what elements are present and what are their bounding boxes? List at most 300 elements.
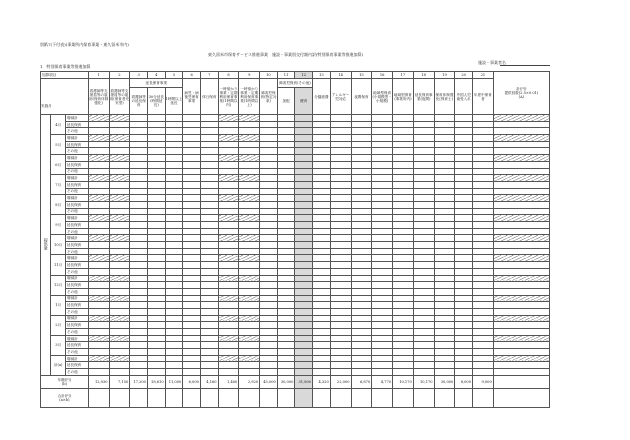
data-cell xyxy=(413,288,434,295)
data-cell xyxy=(277,335,295,342)
month-label: 11月 xyxy=(51,255,66,275)
data-cell xyxy=(130,168,148,175)
data-cell xyxy=(372,268,393,275)
data-cell xyxy=(88,302,109,309)
data-cell xyxy=(413,355,434,362)
data-cell xyxy=(330,175,351,182)
data-cell xyxy=(351,275,372,282)
month-label: 6月 xyxy=(51,155,66,175)
data-cell xyxy=(260,288,278,295)
month-row xyxy=(41,135,550,142)
data-cell xyxy=(109,295,130,302)
data-cell xyxy=(393,235,414,242)
data-cell xyxy=(413,175,434,182)
data-cell xyxy=(372,195,393,202)
data-cell xyxy=(330,228,351,235)
data-cell xyxy=(413,161,434,168)
data-cell xyxy=(130,322,148,329)
data-cell xyxy=(239,275,260,282)
data-cell xyxy=(88,135,109,142)
annual-value: 7,150 xyxy=(109,375,130,388)
data-cell xyxy=(455,315,473,322)
data-cell xyxy=(239,262,260,269)
data-cell xyxy=(239,175,260,182)
data-cell xyxy=(434,175,455,182)
total-cell xyxy=(493,135,549,142)
data-cell xyxy=(455,335,473,342)
row-type: 延長保育 xyxy=(65,302,88,309)
row-type: その他 xyxy=(65,329,88,336)
data-cell xyxy=(260,161,278,168)
data-cell xyxy=(88,329,109,336)
data-cell xyxy=(472,141,493,148)
total-cell xyxy=(493,115,549,122)
data-cell xyxy=(295,362,313,369)
data-cell xyxy=(277,262,295,269)
data-cell xyxy=(165,295,183,302)
data-cell xyxy=(200,295,218,302)
data-cell xyxy=(393,248,414,255)
data-cell xyxy=(239,248,260,255)
data-cell xyxy=(183,128,201,135)
data-cell xyxy=(472,268,493,275)
data-cell xyxy=(260,228,278,235)
data-cell xyxy=(393,335,414,342)
data-cell xyxy=(88,268,109,275)
data-cell xyxy=(372,128,393,135)
data-cell xyxy=(472,148,493,155)
data-cell xyxy=(183,262,201,269)
data-cell xyxy=(413,242,434,249)
annual-value: 18,610 xyxy=(147,375,165,388)
data-cell xyxy=(393,148,414,155)
row-type: 増減計 xyxy=(65,275,88,282)
data-cell xyxy=(147,181,165,188)
column-number: 9 xyxy=(239,72,260,79)
total-cell xyxy=(493,148,549,155)
data-cell xyxy=(330,155,351,162)
data-cell xyxy=(218,262,239,269)
data-cell xyxy=(455,161,473,168)
data-cell xyxy=(109,141,130,148)
data-cell xyxy=(455,115,473,122)
data-cell xyxy=(455,195,473,202)
data-cell xyxy=(413,268,434,275)
data-cell xyxy=(165,155,183,162)
data-cell xyxy=(472,135,493,142)
data-cell xyxy=(260,208,278,215)
data-cell xyxy=(183,248,201,255)
data-cell xyxy=(472,255,493,262)
data-cell xyxy=(88,369,109,376)
total-cell xyxy=(493,121,549,128)
data-cell xyxy=(351,175,372,182)
data-cell xyxy=(434,362,455,369)
data-cell xyxy=(260,168,278,175)
data-cell xyxy=(200,121,218,128)
data-cell xyxy=(393,208,414,215)
data-cell xyxy=(183,362,201,369)
data-cell xyxy=(295,201,313,208)
data-cell xyxy=(393,362,414,369)
data-cell xyxy=(455,168,473,175)
month-row xyxy=(41,248,550,255)
data-cell xyxy=(372,228,393,235)
month-row xyxy=(41,362,550,369)
data-cell xyxy=(393,302,414,309)
data-cell xyxy=(260,369,278,376)
data-cell xyxy=(165,282,183,289)
annual-row xyxy=(41,375,550,388)
data-cell xyxy=(260,308,278,315)
data-cell xyxy=(183,349,201,356)
data-cell xyxy=(147,275,165,282)
column-number: 17 xyxy=(393,72,414,79)
data-cell xyxy=(165,168,183,175)
annual-value: 30,000 xyxy=(277,375,295,388)
data-cell xyxy=(434,275,455,282)
data-cell xyxy=(147,188,165,195)
month-row xyxy=(41,308,550,315)
annual-value: 4,160 xyxy=(200,375,218,388)
month-row xyxy=(41,329,550,336)
row-type: その他 xyxy=(65,228,88,235)
data-cell xyxy=(277,235,295,242)
data-cell xyxy=(277,175,295,182)
data-cell xyxy=(218,248,239,255)
data-cell xyxy=(130,141,148,148)
data-cell xyxy=(277,188,295,195)
data-cell xyxy=(372,369,393,376)
data-cell xyxy=(239,288,260,295)
data-cell xyxy=(218,181,239,188)
row-type: 増減計 xyxy=(65,155,88,162)
data-cell xyxy=(413,222,434,229)
data-cell xyxy=(351,315,372,322)
total-cell xyxy=(493,201,549,208)
column-header: 病児・病後児保育事業 xyxy=(183,79,201,115)
row-type: 延長保育 xyxy=(65,262,88,269)
data-cell xyxy=(295,349,313,356)
data-cell xyxy=(200,349,218,356)
data-cell xyxy=(130,228,148,235)
data-cell xyxy=(183,295,201,302)
data-cell xyxy=(183,268,201,275)
header-number-row xyxy=(41,72,550,79)
data-cell xyxy=(330,369,351,376)
data-cell xyxy=(295,268,313,275)
data-cell xyxy=(109,322,130,329)
header-group-row xyxy=(41,79,550,88)
data-cell xyxy=(330,201,351,208)
data-cell xyxy=(200,275,218,282)
data-cell xyxy=(109,288,130,295)
data-cell xyxy=(330,288,351,295)
total-cell xyxy=(493,295,549,302)
column-number: 5 xyxy=(165,72,183,79)
data-cell xyxy=(239,188,260,195)
sum-cell xyxy=(147,388,165,407)
data-cell xyxy=(130,175,148,182)
data-cell xyxy=(88,349,109,356)
data-cell xyxy=(183,175,201,182)
data-cell xyxy=(277,215,295,222)
data-cell xyxy=(295,282,313,289)
data-cell xyxy=(239,155,260,162)
data-cell xyxy=(393,349,414,356)
sum-cell xyxy=(200,388,218,407)
data-cell xyxy=(165,349,183,356)
data-cell xyxy=(413,201,434,208)
data-cell xyxy=(130,282,148,289)
data-cell xyxy=(393,268,414,275)
data-cell xyxy=(372,215,393,222)
data-cell xyxy=(260,248,278,255)
data-cell xyxy=(330,121,351,128)
data-cell xyxy=(109,215,130,222)
row-type: その他 xyxy=(65,128,88,135)
month-row xyxy=(41,201,550,208)
data-cell xyxy=(472,155,493,162)
annual-value: 1,400 xyxy=(218,375,239,388)
month-row xyxy=(41,181,550,188)
data-cell xyxy=(88,322,109,329)
data-cell xyxy=(313,262,331,269)
data-cell xyxy=(351,121,372,128)
month-row xyxy=(41,369,550,376)
month-label: 8月 xyxy=(51,195,66,215)
data-cell xyxy=(295,195,313,202)
data-cell xyxy=(260,355,278,362)
data-cell xyxy=(260,302,278,309)
data-cell xyxy=(239,228,260,235)
month-row xyxy=(41,322,550,329)
data-cell xyxy=(434,168,455,175)
data-cell xyxy=(393,262,414,269)
row-type: 増減計 xyxy=(65,355,88,362)
data-cell xyxy=(455,275,473,282)
data-cell xyxy=(218,369,239,376)
column-number: 2 xyxy=(109,72,130,79)
month-row xyxy=(41,242,550,249)
data-cell xyxy=(130,248,148,255)
data-cell xyxy=(147,288,165,295)
sum-cell xyxy=(109,388,130,407)
month-row xyxy=(41,161,550,168)
row-type: 増減計 xyxy=(65,315,88,322)
data-cell xyxy=(147,135,165,142)
data-cell xyxy=(434,135,455,142)
total-cell xyxy=(493,128,549,135)
row-type: 延長保育 xyxy=(65,362,88,369)
data-cell xyxy=(183,222,201,229)
data-cell xyxy=(260,362,278,369)
data-cell xyxy=(147,268,165,275)
annual-value: 6,000 xyxy=(183,375,201,388)
data-cell xyxy=(372,255,393,262)
data-cell xyxy=(295,315,313,322)
total-cell xyxy=(493,215,549,222)
data-cell xyxy=(413,308,434,315)
row-type: 延長保育 xyxy=(65,121,88,128)
data-cell xyxy=(277,121,295,128)
data-cell xyxy=(165,208,183,215)
total-cell xyxy=(493,282,549,289)
data-cell xyxy=(393,175,414,182)
data-cell xyxy=(413,228,434,235)
data-cell xyxy=(183,329,201,336)
row-type: その他 xyxy=(65,208,88,215)
annual-value: 30,000 xyxy=(434,375,455,388)
data-cell xyxy=(277,349,295,356)
data-cell xyxy=(295,135,313,142)
data-cell xyxy=(313,208,331,215)
data-cell xyxy=(295,355,313,362)
data-cell xyxy=(147,161,165,168)
data-cell xyxy=(372,248,393,255)
data-cell xyxy=(183,282,201,289)
data-cell xyxy=(200,308,218,315)
data-cell xyxy=(183,208,201,215)
data-cell xyxy=(455,235,473,242)
data-cell xyxy=(130,161,148,168)
data-cell xyxy=(260,235,278,242)
data-cell xyxy=(393,315,414,322)
month-row xyxy=(41,355,550,362)
data-cell xyxy=(88,121,109,128)
data-cell xyxy=(413,115,434,122)
data-cell xyxy=(295,308,313,315)
data-cell xyxy=(313,161,331,168)
data-cell xyxy=(218,335,239,342)
data-cell xyxy=(277,168,295,175)
data-cell xyxy=(277,268,295,275)
data-cell xyxy=(413,208,434,215)
data-cell xyxy=(147,342,165,349)
row-type: その他 xyxy=(65,349,88,356)
data-cell xyxy=(413,135,434,142)
data-cell xyxy=(351,288,372,295)
data-cell xyxy=(109,335,130,342)
data-cell xyxy=(218,302,239,309)
data-cell xyxy=(200,175,218,182)
month-row xyxy=(41,208,550,215)
column-number: 1 xyxy=(88,72,109,79)
data-cell xyxy=(472,181,493,188)
data-cell xyxy=(330,148,351,155)
data-cell xyxy=(260,148,278,155)
data-cell xyxy=(472,222,493,229)
total-cell xyxy=(493,349,549,356)
data-cell xyxy=(330,181,351,188)
data-cell xyxy=(434,181,455,188)
data-cell xyxy=(413,329,434,336)
data-cell xyxy=(372,168,393,175)
data-cell xyxy=(277,201,295,208)
row-type: その他 xyxy=(65,288,88,295)
data-cell xyxy=(88,242,109,249)
data-cell xyxy=(351,342,372,349)
data-cell xyxy=(434,222,455,229)
data-cell xyxy=(413,342,434,349)
data-cell xyxy=(330,335,351,342)
data-cell xyxy=(295,235,313,242)
data-cell xyxy=(109,329,130,336)
data-cell xyxy=(393,242,414,249)
data-cell xyxy=(313,188,331,195)
data-cell xyxy=(413,262,434,269)
data-cell xyxy=(200,188,218,195)
month-label: 10月 xyxy=(51,235,66,255)
data-cell xyxy=(183,161,201,168)
column-header: 看護師等の延長保育 xyxy=(130,88,148,115)
data-cell xyxy=(472,308,493,315)
annual-value: 10,170 xyxy=(413,375,434,388)
data-cell xyxy=(393,115,414,122)
sum-cell xyxy=(472,388,493,407)
total-cell xyxy=(493,155,549,162)
sum-cell xyxy=(434,388,455,407)
total-cell xyxy=(493,181,549,188)
data-cell xyxy=(313,275,331,282)
data-cell xyxy=(109,349,130,356)
data-cell xyxy=(413,168,434,175)
data-cell xyxy=(277,369,295,376)
data-cell xyxy=(88,115,109,122)
data-cell xyxy=(183,201,201,208)
data-cell xyxy=(372,308,393,315)
data-cell xyxy=(295,288,313,295)
data-cell xyxy=(313,315,331,322)
data-cell xyxy=(147,255,165,262)
data-cell xyxy=(239,302,260,309)
data-cell xyxy=(165,181,183,188)
data-cell xyxy=(372,148,393,155)
sum-cell xyxy=(313,388,331,407)
data-cell xyxy=(239,148,260,155)
data-cell xyxy=(295,369,313,376)
data-cell xyxy=(330,208,351,215)
data-cell xyxy=(393,295,414,302)
data-cell xyxy=(218,349,239,356)
data-cell xyxy=(277,128,295,135)
group-header: 障害児保育(その他) xyxy=(277,79,312,88)
data-cell xyxy=(434,355,455,362)
data-cell xyxy=(88,335,109,342)
data-cell xyxy=(165,115,183,122)
data-cell xyxy=(455,248,473,255)
data-cell xyxy=(372,222,393,229)
data-cell xyxy=(88,362,109,369)
data-cell xyxy=(313,295,331,302)
column-number: 4 xyxy=(147,72,165,79)
data-cell xyxy=(183,115,201,122)
data-cell xyxy=(200,268,218,275)
data-cell xyxy=(455,121,473,128)
data-cell xyxy=(183,155,201,162)
data-cell xyxy=(165,322,183,329)
month-label: 2月 xyxy=(51,315,66,335)
row-type: 延長保育 xyxy=(65,342,88,349)
column-number: 10 xyxy=(260,72,278,79)
data-cell xyxy=(393,128,414,135)
data-cell xyxy=(434,308,455,315)
data-cell xyxy=(130,349,148,356)
data-cell xyxy=(455,201,473,208)
data-cell xyxy=(130,369,148,376)
data-cell xyxy=(277,342,295,349)
data-cell xyxy=(200,369,218,376)
